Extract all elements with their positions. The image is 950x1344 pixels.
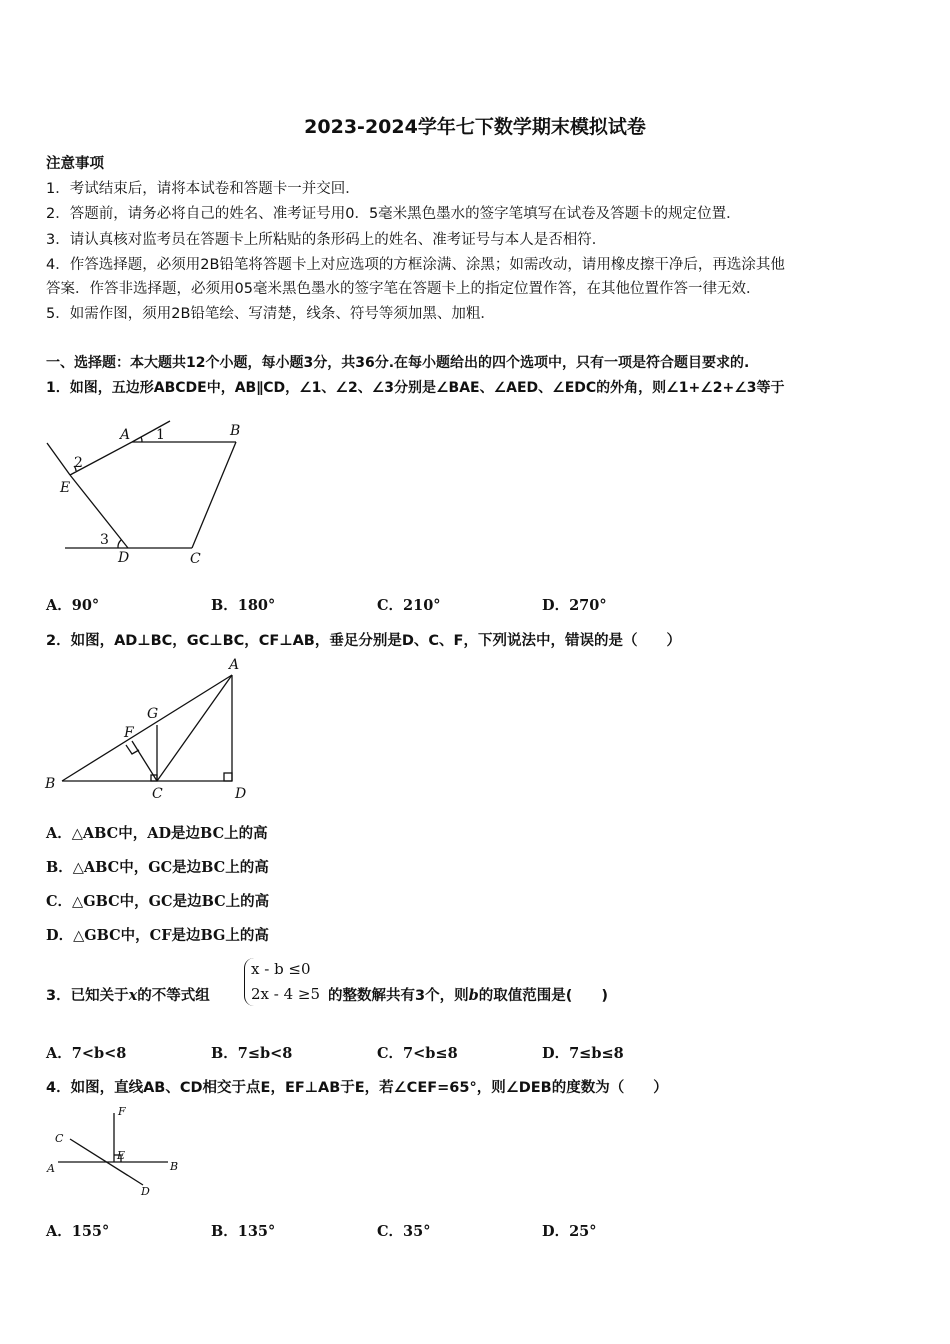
q1-option-d: D．270° xyxy=(542,597,607,614)
q4-option-a: A．155° xyxy=(46,1223,110,1240)
notice-item: 3．请认真核对监考员在答题卡上所粘贴的条形码上的姓名、准考证号与本人是否相符． xyxy=(46,232,607,248)
q3-var-x: x xyxy=(128,987,138,1004)
q4-option-d: D．25° xyxy=(542,1223,597,1240)
q1-option-a: A．90° xyxy=(46,597,100,614)
q3-inequality-system xyxy=(244,958,337,1006)
q1-label-A: A xyxy=(120,427,131,443)
q4-label-B: B xyxy=(170,1160,179,1173)
q1-angle-1: 1 xyxy=(156,427,165,443)
q1-label-E: E xyxy=(60,480,71,496)
q2-label-C: C xyxy=(152,786,163,802)
notice-item: 5．如需作图，须用2B铅笔绘、写清楚，线条、符号等须加黑、加粗． xyxy=(46,306,495,322)
q3-stem-start: 3．已知关于x的不等式组 xyxy=(46,987,210,1004)
q3-inequality-1: x - b ≤0 xyxy=(251,960,311,978)
q4-option-b: B．135° xyxy=(211,1223,276,1240)
q1-label-C: C xyxy=(190,551,201,567)
q4-stem: 4．如图，直线AB、CD相交于点E，EF⊥AB于E，若∠CEF=65°，则∠DEB的度数为（ ） xyxy=(46,1080,668,1096)
q3-option-a: A．7<b<8 xyxy=(46,1045,127,1062)
q2-stem: 2．如图，AD⊥BC，GC⊥BC，CF⊥AB，垂足分别是D、C、F，下列说法中，错误的是（ ） xyxy=(46,633,681,649)
q3-var-b: b xyxy=(468,987,479,1004)
q1-label-B: B xyxy=(230,423,241,439)
q4-option-c: C．35° xyxy=(377,1223,431,1240)
exam-title: 2023-2024学年七下数学期末模拟试卷 xyxy=(304,116,646,138)
q2-option-d: D．△GBC中，CF是边BG上的高 xyxy=(46,927,269,944)
q2-option-a: A．△ABC中，AD是边BC上的高 xyxy=(46,825,268,842)
q3-stem-end: 的整数解共有3个，则b的取值范围是( ) xyxy=(328,987,608,1004)
q1-option-c: C．210° xyxy=(377,597,441,614)
q4-label-A: A xyxy=(47,1162,55,1175)
q2-label-F: F xyxy=(124,725,134,741)
q1-label-D: D xyxy=(118,550,130,566)
q3-inequality-2: 2x - 4 ≥5 xyxy=(251,985,321,1003)
q4-label-D: D xyxy=(141,1185,150,1198)
q1-stem: 1．如图，五边形ABCDE中，AB∥CD，∠1、∠2、∠3分别是∠BAE、∠AED、∠EDC的外角，则∠1+∠2+∠3等于 xyxy=(46,380,785,396)
notice-item: 4．作答选择题，必须用2B铅笔将答题卡上对应选项的方框涂满、涂黑；如需改动，请用橡皮擦干净后，再选涂其他 xyxy=(46,257,785,273)
notice-item: 2．答题前，请务必将自己的姓名、准考证号用0．5毫米黑色墨水的签字笔填写在试卷及答题卡的规定位置． xyxy=(46,206,741,222)
q3-option-c: C．7<b≤8 xyxy=(377,1045,458,1062)
q1-angle-3: 3 xyxy=(100,532,109,548)
notice-item: 答案．作答非选择题，必须用05毫米黑色墨水的签字笔在答题卡上的指定位置作答，在其他位置作答一律无效． xyxy=(46,281,761,297)
notice-heading: 注意事项 xyxy=(46,156,104,172)
q4-label-C: C xyxy=(55,1132,64,1145)
q4-label-E: E xyxy=(117,1149,126,1162)
q3-option-d: D．7≤b≤8 xyxy=(542,1045,624,1062)
q2-label-B: B xyxy=(45,776,56,792)
q3-option-b: B．7≤b<8 xyxy=(211,1045,293,1062)
q2-label-G: G xyxy=(147,706,159,722)
notice-item: 1．考试结束后，请将本试卷和答题卡一并交回． xyxy=(46,181,360,197)
q4-label-F: F xyxy=(118,1105,126,1118)
q1-option-b: B．180° xyxy=(211,597,276,614)
q2-label-A: A xyxy=(229,657,240,673)
q2-figure xyxy=(40,655,260,805)
q2-option-b: B．△ABC中，GC是边BC上的高 xyxy=(46,859,269,876)
q2-label-D: D xyxy=(235,786,247,802)
section-heading: 一、选择题：本大题共12个小题，每小题3分，共36分.在每小题给出的四个选项中，只有一项是符合题目要求的. xyxy=(46,355,750,371)
q4-figure xyxy=(40,1105,200,1200)
q1-angle-2: 2 xyxy=(74,455,83,471)
q1-figure xyxy=(40,415,260,575)
q2-option-c: C．△GBC中，GC是边BC上的高 xyxy=(46,893,270,910)
